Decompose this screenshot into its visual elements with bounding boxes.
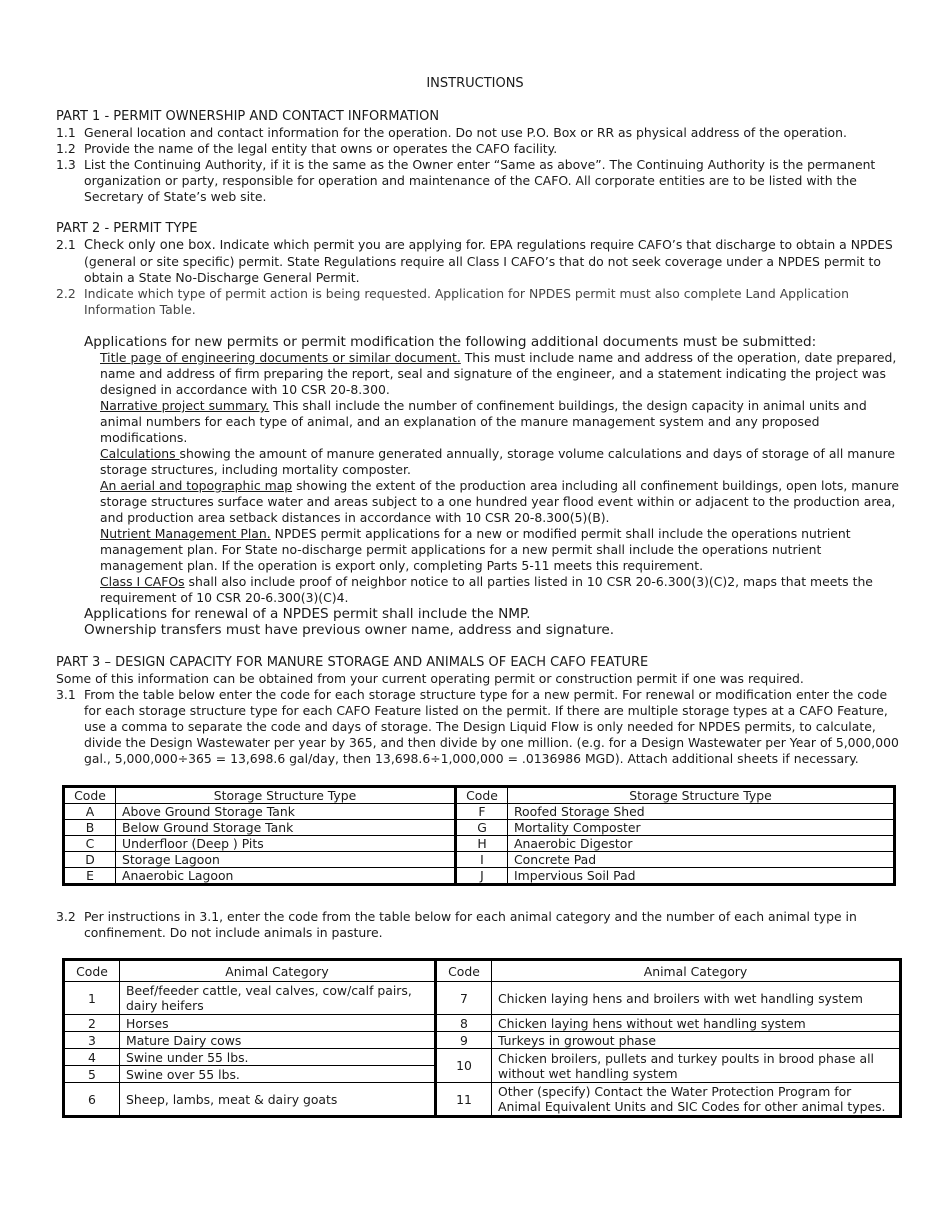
animal-category: Swine under 55 lbs. [120, 1049, 436, 1066]
item-3-2 [56, 909, 906, 941]
renewal-note: Applications for renewal of a NPDES permit shall include the NMP. [84, 606, 531, 622]
part2-section [56, 221, 906, 318]
item-number: 3.1 [56, 687, 76, 702]
table-row [64, 1032, 901, 1049]
doc-label: Nutrient Management Plan. [100, 526, 271, 541]
storage-type: Storage Lagoon [116, 852, 456, 868]
doc-text: showing the extent of the production area including all confinement buildings, open lots, manure storage structures surface water and areas subject to a one hundred year flood event within or adjacent to the production area, and production area setback distances in accordance with 10 CSR 20-8.300(5)(B). [100, 478, 900, 525]
item-number: 3.2 [56, 909, 76, 924]
doc-label: Narrative project summary. [100, 398, 270, 413]
item-1-2 [56, 141, 906, 157]
storage-type: Roofed Storage Shed [508, 804, 895, 820]
animal-category: Horses [120, 1015, 436, 1032]
table-row [64, 852, 895, 868]
item-number: 2.1 [56, 237, 76, 252]
table-header-row [64, 960, 901, 982]
doc-label: Calculations [100, 446, 180, 461]
animal-code: 3 [64, 1032, 120, 1049]
storage-code: H [456, 836, 508, 852]
storage-code: I [456, 852, 508, 868]
check-one-box-text: Check only one box. [84, 238, 216, 253]
table-row [64, 982, 901, 1015]
doc-text: This shall include the number of confinement buildings, the design capacity in animal units and animal numbers for each type of animal, and an explanation of the manure management system and any proposed modifications. [100, 398, 867, 445]
animal-category: Swine over 55 lbs. [120, 1066, 436, 1083]
transfer-note: Ownership transfers must have previous owner name, address and signature. [84, 622, 615, 638]
storage-type: Below Ground Storage Tank [116, 820, 456, 836]
doc-label: Title page of engineering documents or similar document. [100, 350, 461, 365]
storage-structure-table [62, 785, 896, 886]
part1-section [56, 109, 906, 205]
storage-type: Underfloor (Deep ) Pits [116, 836, 456, 852]
header-code: Code [456, 787, 508, 804]
item-3-2-block [56, 909, 906, 941]
additional-documents [56, 334, 906, 638]
animal-code: 9 [436, 1032, 492, 1049]
item-text: Indicate which permit you are applying for. EPA regulations require CAFO’s that discharge to obtain a NPDES (general or site specific) permit. State Regulations require all Class I CAFO’s that do not seek coverage under a NPDES permit to obtain a State No-Discharge General Permit. [84, 237, 893, 285]
header-code: Code [64, 960, 120, 982]
storage-type: Concrete Pad [508, 852, 895, 868]
part3-section [56, 655, 906, 767]
part3-heading: PART 3 – DESIGN CAPACITY FOR MANURE STORAGE AND ANIMALS OF EACH CAFO FEATURE [56, 655, 649, 670]
item-number: 2.2 [56, 286, 76, 301]
item-text: Provide the name of the legal entity that owns or operates the CAFO facility. [84, 141, 558, 156]
item-number: 1.1 [56, 125, 76, 140]
animal-code: 5 [64, 1066, 120, 1083]
header-type: Storage Structure Type [116, 787, 456, 804]
item-1-1 [56, 125, 906, 141]
table-row [64, 1049, 901, 1066]
storage-code: G [456, 820, 508, 836]
animal-category: Mature Dairy cows [120, 1032, 436, 1049]
animal-code: 8 [436, 1015, 492, 1032]
animal-category: Chicken laying hens without wet handling system [492, 1015, 901, 1032]
doc-item [56, 526, 906, 574]
header-category: Animal Category [120, 960, 436, 982]
storage-type: Anaerobic Digestor [508, 836, 895, 852]
item-number: 1.2 [56, 141, 76, 156]
header-code: Code [436, 960, 492, 982]
storage-type: Mortality Composter [508, 820, 895, 836]
doc-item [56, 350, 906, 398]
animal-code: 7 [436, 982, 492, 1015]
storage-code: A [64, 804, 116, 820]
item-text: From the table below enter the code for each storage structure type for a new permit. For renewal or modification enter the code for each storage structure type for each CAFO Feature listed on the permit. If there are multiple storage types at a CAFO Feature, use a comma to separate the code and days of storage. The Design Liquid Flow is only needed for NPDES permits, to calculate, divide the Design Wastewater per year by 365, and then divide by one million. (e.g. for a Design Wastewater per Year of 5,000,000 gal., 5,000,000÷365 = 13,698.6 gal/day, then 13,698.6÷1,000,000 = .0136986 MGD). Attach additional sheets if necessary. [84, 687, 899, 766]
animal-code: 11 [436, 1083, 492, 1117]
part2-heading: PART 2 - PERMIT TYPE [56, 221, 198, 236]
animal-category: Beef/feeder cattle, veal calves, cow/calf pairs, dairy heifers [120, 982, 436, 1015]
doc-item [56, 398, 906, 446]
doc-text: shall also include proof of neighbor notice to all parties listed in 10 CSR 20-6.300(3)(C)2, maps that meets the requirement of 10 CSR 20-6.300(3)(C)4. [100, 574, 873, 605]
doc-text: This must include name and address of the operation, date prepared, name and address of firm preparing the report, seal and signature of the engineer, and a statement indicating the project was designed in accordance with 10 CSR 20-8.300. [100, 350, 897, 397]
part1-heading: PART 1 - PERMIT OWNERSHIP AND CONTACT INFORMATION [56, 109, 440, 124]
doc-item [56, 574, 906, 606]
storage-code: D [64, 852, 116, 868]
animal-category-table [62, 958, 902, 1118]
storage-code: E [64, 868, 116, 885]
item-text: List the Continuing Authority, if it is the same as the Owner enter “Same as above”. The Continuing Authority is the permanent organization or party, responsible for operation and maintenance of the CAFO. All corporate entities are to be listed with the Secretary of State’s web site. [84, 157, 876, 204]
storage-code: C [64, 836, 116, 852]
animal-code: 4 [64, 1049, 120, 1066]
item-2-2 [56, 286, 906, 318]
header-code: Code [64, 787, 116, 804]
animal-code: 1 [64, 982, 120, 1015]
animal-code: 2 [64, 1015, 120, 1032]
page-title: INSTRUCTIONS [426, 76, 524, 91]
table-row [64, 868, 895, 885]
doc-text: NPDES permit applications for a new or modified permit shall include the operations nutrient management plan. For State no-discharge permit applications for a new permit shall include the operations nutrient management plan. If the operation is export only, completing Parts 5-11 meets this requirement. [100, 526, 851, 573]
storage-type: Impervious Soil Pad [508, 868, 895, 885]
table-row [64, 1015, 901, 1032]
doc-item [56, 446, 906, 478]
item-3-1 [56, 687, 906, 767]
item-number: 1.3 [56, 157, 76, 172]
doc-text: showing the amount of manure generated annually, storage volume calculations and days of storage of all manure storage structures, including mortality composter. [100, 446, 896, 477]
header-category: Animal Category [492, 960, 901, 982]
animal-category: Other (specify) Contact the Water Protection Program for Animal Equivalent Units and SIC Codes for other animal types. [492, 1083, 901, 1117]
animal-category: Sheep, lambs, meat & dairy goats [120, 1083, 436, 1117]
storage-code: J [456, 868, 508, 885]
animal-category: Turkeys in growout phase [492, 1032, 901, 1049]
animal-code: 6 [64, 1083, 120, 1117]
table-row [64, 804, 895, 820]
animal-code: 10 [436, 1049, 492, 1083]
animal-category: Chicken laying hens and broilers with wet handling system [492, 982, 901, 1015]
item-text: Per instructions in 3.1, enter the code from the table below for each animal category and the number of each animal type in confinement. Do not include animals in pasture. [84, 909, 857, 940]
item-text: Indicate which type of permit action is being requested. Application for NPDES permit must also complete Land Application Information Table. [84, 286, 849, 317]
storage-code: F [456, 804, 508, 820]
table-row [64, 820, 895, 836]
header-type: Storage Structure Type [508, 787, 895, 804]
doc-item [56, 478, 906, 526]
item-1-3 [56, 157, 906, 205]
apps-intro: Applications for new permits or permit modification the following additional documents must be submitted: [84, 334, 817, 350]
table-header-row [64, 787, 895, 804]
storage-code: B [64, 820, 116, 836]
storage-type: Anaerobic Lagoon [116, 868, 456, 885]
item-2-1 [56, 237, 906, 286]
part3-intro: Some of this information can be obtained from your current operating permit or construction permit if one was required. [56, 671, 804, 686]
table-row [64, 836, 895, 852]
table-row [64, 1083, 901, 1117]
storage-type: Above Ground Storage Tank [116, 804, 456, 820]
doc-label: An aerial and topographic map [100, 478, 293, 493]
animal-category: Chicken broilers, pullets and turkey poults in brood phase all without wet handling system [492, 1049, 901, 1083]
doc-label: Class I CAFOs [100, 574, 185, 589]
item-text: General location and contact information for the operation. Do not use P.O. Box or RR as physical address of the operation. [84, 125, 847, 140]
